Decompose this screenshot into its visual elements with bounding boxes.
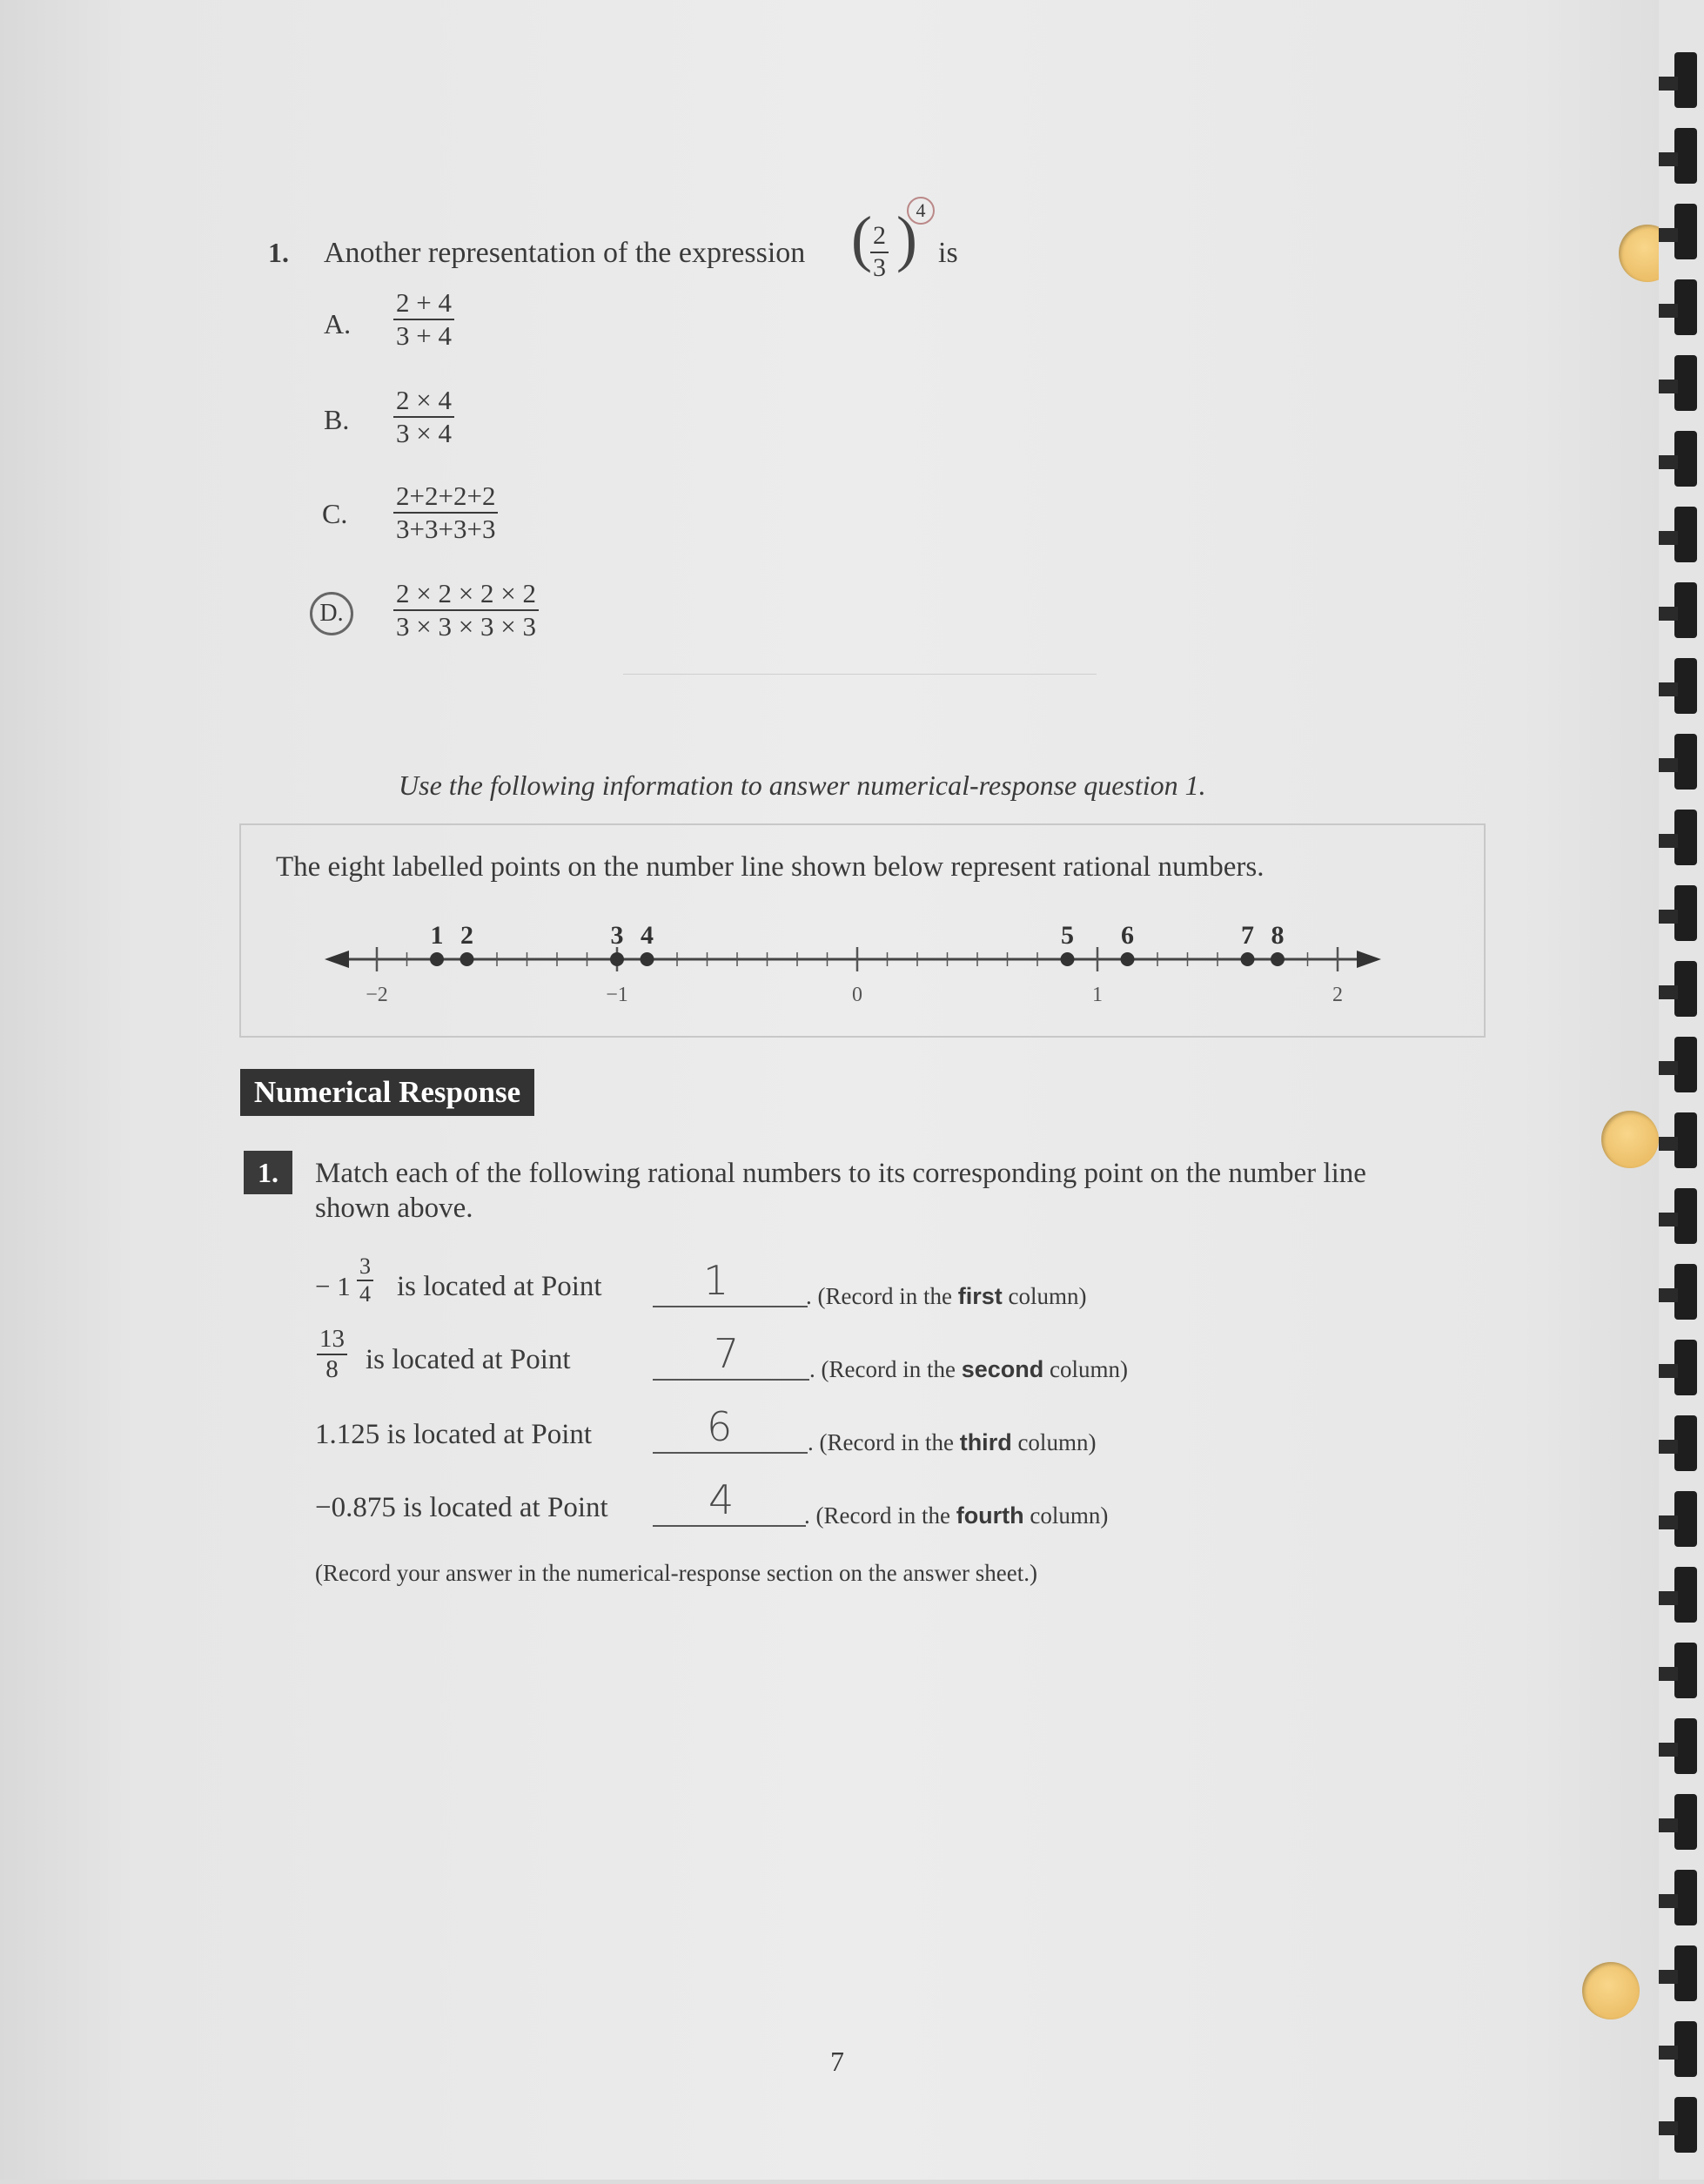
item1-handwritten-answer: 1 <box>703 1257 729 1304</box>
item3-record-bold: third <box>959 1429 1012 1455</box>
binding-coil-loop <box>1659 1440 1678 1454</box>
option-d-denominator: 3 × 3 × 3 × 3 <box>396 610 536 642</box>
tick-label: −1 <box>606 984 628 1006</box>
tick-label: 0 <box>852 984 862 1006</box>
binding-coil-loop <box>1659 1591 1678 1605</box>
binding-coil-loop <box>1659 1137 1678 1151</box>
item1-fraction <box>357 1253 373 1307</box>
right-paren: ) <box>896 204 917 273</box>
item1-record-bold: first <box>957 1283 1003 1309</box>
option-d-numerator: 2 × 2 × 2 × 2 <box>393 578 539 611</box>
option-b-letter[interactable]: B. <box>324 404 350 435</box>
question-prompt: Another representation of the expression <box>324 237 806 269</box>
binding-coil-loop <box>1659 1970 1678 1984</box>
item3-answer-blank[interactable] <box>653 1452 808 1454</box>
item3-text: 1.125 is located at Point <box>315 1419 593 1450</box>
tick-label: 2 <box>1332 984 1343 1006</box>
left-paren: ( <box>851 204 872 273</box>
item1-record-pre: . (Record in the <box>806 1283 958 1309</box>
binding-coil-loop <box>1659 985 1678 999</box>
question-suffix: is <box>938 237 958 269</box>
item4-record-post: column) <box>1023 1502 1109 1529</box>
item3-handwritten-answer: 6 <box>707 1403 733 1450</box>
point-label-3: 3 <box>610 921 624 950</box>
binding-hole-middle <box>1601 1111 1659 1168</box>
binding-coil-loop <box>1659 2046 1678 2060</box>
item2-fraction <box>317 1325 347 1385</box>
binding-coil-loop <box>1659 152 1678 166</box>
binding-coil-loop <box>1659 2121 1678 2135</box>
binding-coil-loop <box>1659 1061 1678 1075</box>
binding-hole-bottom <box>1582 1962 1640 2019</box>
tick-label: −2 <box>366 984 388 1006</box>
point-label-4: 4 <box>641 921 654 950</box>
item4-record-pre: . (Record in the <box>804 1502 956 1529</box>
point-5 <box>1061 952 1075 966</box>
binding-coil-loop <box>1659 910 1678 924</box>
item1-whole: − 1 <box>315 1271 351 1301</box>
binding-coil-loop <box>1659 607 1678 621</box>
item2-answer-blank[interactable] <box>653 1379 809 1381</box>
binding-coil-loop <box>1659 531 1678 545</box>
option-a-numerator: 2 + 4 <box>393 287 454 320</box>
item3-record-note <box>808 1429 1096 1456</box>
nr-prompt-line1: Match each of the following rational numbers to its corresponding point on the number line <box>315 1158 1366 1189</box>
option-b-denominator: 3 × 4 <box>396 417 452 448</box>
point-3 <box>610 952 624 966</box>
item4-answer-blank[interactable] <box>653 1525 806 1527</box>
binding-coil-loop <box>1659 758 1678 772</box>
item4-handwritten-answer: 4 <box>708 1476 735 1523</box>
point-label-2: 2 <box>460 921 473 950</box>
binding-coil-loop <box>1659 1894 1678 1908</box>
tick-label: 1 <box>1092 984 1103 1006</box>
point-1 <box>430 952 444 966</box>
left-arrow <box>325 951 349 968</box>
option-c-fraction[interactable] <box>393 480 498 544</box>
binding-coils <box>1659 0 1704 2180</box>
item1-numerator: 3 <box>357 1253 373 1281</box>
option-a-fraction[interactable] <box>393 287 454 351</box>
numerical-response-header: Numerical Response <box>240 1069 534 1116</box>
item4-text: −0.875 is located at Point <box>315 1492 608 1523</box>
info-text: The eight labelled points on the number line shown below represent rational numbers. <box>276 851 1265 883</box>
expression-exponent: 4 <box>907 197 935 225</box>
point-7 <box>1241 952 1255 966</box>
point-label-8: 8 <box>1271 921 1285 950</box>
binding-coil-loop <box>1659 455 1678 469</box>
point-6 <box>1121 952 1135 966</box>
number-line <box>241 825 1486 1038</box>
item2-record-pre: . (Record in the <box>809 1356 962 1382</box>
item2-text: is located at Point <box>366 1344 571 1375</box>
option-a-denominator: 3 + 4 <box>396 319 452 351</box>
item3-record-pre: . (Record in the <box>808 1429 960 1455</box>
item2-handwritten-answer: 7 <box>714 1330 740 1377</box>
binding-coil-loop <box>1659 1667 1678 1681</box>
expression-denominator: 3 <box>873 252 886 282</box>
page-number: 7 <box>830 2046 844 2077</box>
right-arrow <box>1357 951 1381 968</box>
item1-record-post: column) <box>1002 1283 1087 1309</box>
option-d-letter-circled[interactable]: D. <box>310 592 353 635</box>
option-c-letter[interactable]: C. <box>322 498 348 529</box>
option-d-fraction[interactable] <box>393 578 539 642</box>
info-box <box>239 823 1486 1038</box>
point-label-7: 7 <box>1241 921 1254 950</box>
expression-numerator: 2 <box>870 221 889 253</box>
binding-coil-loop <box>1659 834 1678 848</box>
option-b-numerator: 2 × 4 <box>393 385 454 418</box>
option-c-numerator: 2+2+2+2 <box>393 480 498 514</box>
item3-record-post: column) <box>1011 1429 1097 1455</box>
binding-coil-loop <box>1659 77 1678 91</box>
option-c-denominator: 3+3+3+3 <box>396 513 496 544</box>
binding-coil-loop <box>1659 1818 1678 1832</box>
separator-line <box>623 674 1097 675</box>
binding-coil-loop <box>1659 1213 1678 1226</box>
point-4 <box>641 952 654 966</box>
item2-record-bold: second <box>961 1356 1044 1382</box>
point-label-1: 1 <box>430 921 444 950</box>
binding-coil-loop <box>1659 1364 1678 1378</box>
binding-coil-loop <box>1659 1288 1678 1302</box>
item1-denominator: 4 <box>359 1280 371 1307</box>
point-label-5: 5 <box>1061 921 1074 950</box>
binding-coil-loop <box>1659 380 1678 393</box>
item2-numerator: 13 <box>317 1325 347 1355</box>
question-number: 1. <box>268 237 289 268</box>
item4-record-bold: fourth <box>956 1502 1024 1529</box>
item1-answer-blank[interactable] <box>653 1306 808 1307</box>
item2-record-note <box>809 1356 1128 1383</box>
binding-coil-loop <box>1659 304 1678 318</box>
item2-record-post: column) <box>1043 1356 1128 1382</box>
nr-prompt-line2: shown above. <box>315 1193 473 1224</box>
binding-coil-loop <box>1659 1515 1678 1529</box>
point-8 <box>1271 952 1285 966</box>
item4-record-note <box>804 1502 1108 1529</box>
option-a-letter[interactable]: A. <box>324 308 352 339</box>
expression-fraction <box>870 221 889 283</box>
info-instruction: Use the following information to answer numerical-response question 1. <box>399 769 1206 801</box>
number-line-group <box>325 921 1381 1006</box>
option-b-fraction[interactable] <box>393 385 454 448</box>
point-label-6: 6 <box>1121 921 1134 950</box>
item1-text: is located at Point <box>397 1271 602 1302</box>
spiral-binding <box>1659 0 1704 2180</box>
point-2 <box>460 952 474 966</box>
item2-denominator: 8 <box>325 1355 339 1384</box>
binding-coil-loop <box>1659 228 1678 242</box>
item1-record-note <box>806 1283 1086 1310</box>
binding-coil-loop <box>1659 682 1678 696</box>
nr-question-number: 1. <box>244 1151 292 1194</box>
nr-footer: (Record your answer in the numerical-response section on the answer sheet.) <box>315 1560 1037 1586</box>
binding-coil-loop <box>1659 1743 1678 1757</box>
